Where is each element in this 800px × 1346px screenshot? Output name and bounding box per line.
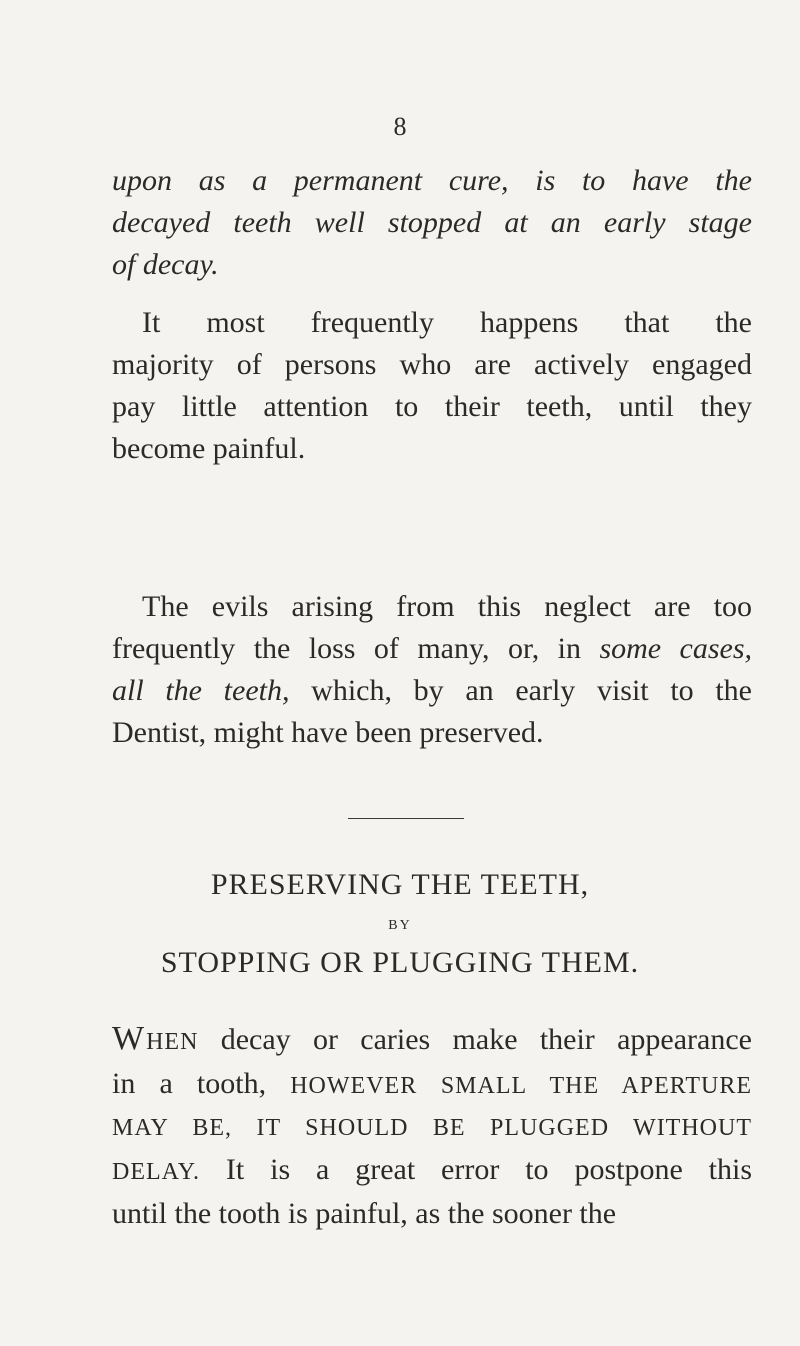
page-number: 8 [393,112,407,141]
para3-line-4 [112,1149,752,1193]
para2-line-2 [112,628,752,670]
paragraph-frequently [112,302,752,470]
para2-line-1: The evils arising from this neglect are too [142,590,752,623]
para2-line-3-italic: all the teeth, [112,674,290,707]
section-divider [348,818,464,819]
para3-line-2 [112,1063,752,1107]
paragraph-when-decay [112,1018,752,1235]
para3-line-2-roman: in a tooth, [112,1067,291,1100]
section-subtitle: STOPPING OR PLUGGING THEM. [160,946,640,979]
para3-line-2-caps: HOWEVER SMALL THE APERTURE [290,1073,752,1099]
para1-line-3: pay little attention to their teeth, until they [112,390,752,423]
para2-line-2-roman: frequently the loss of many, or, in [112,632,600,665]
para1-line-4: become painful. [112,432,306,465]
para3-line-1-rest: decay or caries make their appearance [198,1023,752,1056]
para3-line-4-caps: DELAY. [112,1159,201,1185]
section-title-by: BY [388,918,412,933]
para2-line-3-roman: which, by an early visit to the [289,674,752,707]
para1-line-2: majority of persons who are actively engaged [112,348,752,381]
para2-line-4: Dentist, might have been preserved. [112,716,544,749]
para3-initial: W [112,1020,147,1057]
para1-line-1: It most frequently happens that the [142,306,752,339]
para2-line-2-italic: some cases, [599,632,753,665]
intro-line-3: of decay. [112,248,219,281]
intro-line-2: decayed teeth well stopped at an early stage [112,206,752,239]
paragraph-evils [112,586,752,754]
para3-line-4-rest: It is a great error to postpone this [200,1153,752,1186]
para3-line-5: until the tooth is painful, as the sooner the [112,1197,617,1230]
intro-line-1: upon as a permanent cure, is to have the [112,164,752,197]
section-title: PRESERVING THE TEETH, [210,868,590,901]
para3-line-1-smallcaps: HEN [146,1029,199,1055]
para3-line-3: MAY BE, IT SHOULD BE PLUGGED WITHOUT [112,1115,752,1141]
intro-paragraph [112,160,752,286]
para3-line-1 [112,1018,752,1063]
para2-line-3 [112,670,752,712]
